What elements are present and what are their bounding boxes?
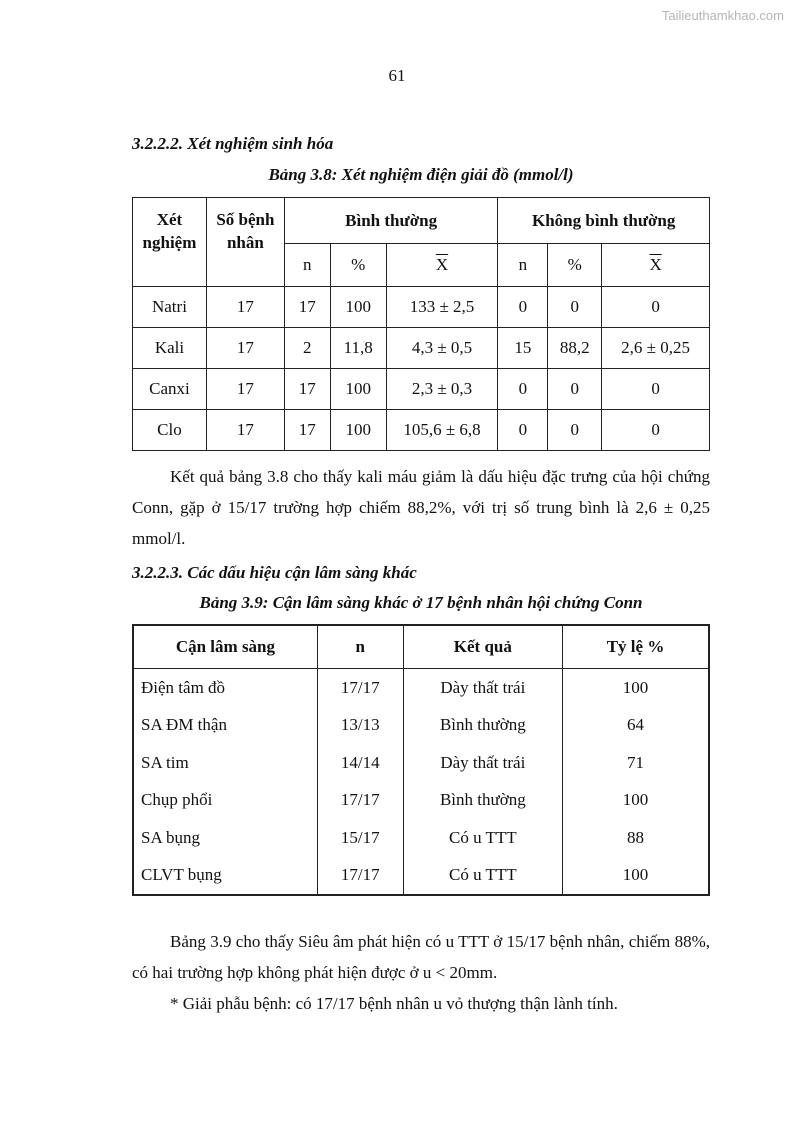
cell: 17/17 bbox=[317, 857, 403, 896]
cell: 100 bbox=[563, 669, 709, 707]
cell: 0 bbox=[498, 410, 548, 451]
section-heading-3-2-2-3: 3.2.2.3. Các dấu hiệu cận lâm sàng khác bbox=[132, 563, 417, 582]
col-header-result: Kết quả bbox=[403, 625, 562, 669]
cell: 0 bbox=[602, 369, 710, 410]
table-row bbox=[133, 819, 709, 857]
cell: 17 bbox=[206, 287, 284, 328]
table-row bbox=[133, 328, 710, 369]
table-row bbox=[133, 410, 710, 451]
cell: 17 bbox=[284, 369, 330, 410]
col-header-patients: Số bệnh nhân bbox=[206, 198, 284, 287]
table-3-9-caption: Bảng 3.9: Cận lâm sàng khác ở 17 bệnh nhân hội chứng Conn bbox=[199, 593, 643, 612]
table-row bbox=[133, 782, 709, 820]
col-header-rate: Tỷ lệ % bbox=[563, 625, 709, 669]
cell: 15 bbox=[498, 328, 548, 369]
cell: 0 bbox=[548, 410, 602, 451]
subheader-mean-abnormal: $\overline{X}$ bbox=[602, 244, 710, 287]
watermark: Tailieuthamkhao.com bbox=[661, 8, 784, 23]
cell: 100 bbox=[330, 369, 386, 410]
cell: Dày thất trái bbox=[403, 669, 562, 707]
cell: Điện tâm đồ bbox=[133, 669, 317, 707]
cell: 0 bbox=[548, 369, 602, 410]
col-header-normal: Bình thường bbox=[284, 198, 498, 244]
cell: 88,2 bbox=[548, 328, 602, 369]
table-row bbox=[133, 744, 709, 782]
table-row bbox=[133, 857, 709, 896]
section-heading-3-2-2-2: 3.2.2.2. Xét nghiệm sinh hóa bbox=[132, 134, 334, 153]
cell: SA bụng bbox=[133, 819, 317, 857]
paragraph-text: Kết quả bảng 3.8 cho thấy kali máu giảm là dấu hiệu đặc trưng của hội chứng Conn, gặp ở 15/17 trường hợp chiếm 88,2%, với trị số trung bình là 2,6 ± 0,25 mmol/l. bbox=[132, 467, 710, 548]
col-header-abnormal: Không bình thường bbox=[498, 198, 710, 244]
cell: Canxi bbox=[133, 369, 207, 410]
cell: 4,3 ± 0,5 bbox=[386, 328, 498, 369]
cell: Natri bbox=[133, 287, 207, 328]
cell: 17 bbox=[284, 410, 330, 451]
table-3-8-caption: Bảng 3.8: Xét nghiệm điện giải đồ (mmol/l) bbox=[268, 165, 574, 184]
cell: 0 bbox=[602, 410, 710, 451]
cell: 105,6 ± 6,8 bbox=[386, 410, 498, 451]
table-row bbox=[133, 669, 709, 707]
subheader-n-normal: n bbox=[284, 244, 330, 287]
cell: CLVT bụng bbox=[133, 857, 317, 896]
cell: Clo bbox=[133, 410, 207, 451]
col-header-test: Cận lâm sàng bbox=[133, 625, 317, 669]
paragraph-table-3-9-summary bbox=[132, 926, 710, 1019]
cell: 2,6 ± 0,25 bbox=[602, 328, 710, 369]
cell: 71 bbox=[563, 744, 709, 782]
cell: SA tim bbox=[133, 744, 317, 782]
cell: Kali bbox=[133, 328, 207, 369]
paragraph-text: Bảng 3.9 cho thấy Siêu âm phát hiện có u TTT ở 15/17 bệnh nhân, chiếm 88%, có hai trường hợp không phát hiện được ở u < 20mm. bbox=[132, 932, 710, 982]
cell: 11,8 bbox=[330, 328, 386, 369]
cell: Chụp phổi bbox=[133, 782, 317, 820]
page-number: 61 bbox=[388, 66, 406, 85]
cell: Bình thường bbox=[403, 782, 562, 820]
subheader-mean-normal: $\overline{X}$ bbox=[386, 244, 498, 287]
cell: 100 bbox=[563, 857, 709, 896]
cell: Có u TTT bbox=[403, 819, 562, 857]
col-header-test: Xét nghiệm bbox=[133, 198, 207, 287]
subheader-pct-normal: % bbox=[330, 244, 386, 287]
cell: 17 bbox=[284, 287, 330, 328]
cell: 100 bbox=[330, 287, 386, 328]
cell: 17/17 bbox=[317, 782, 403, 820]
table-row bbox=[133, 287, 710, 328]
cell: 17 bbox=[206, 369, 284, 410]
cell: 88 bbox=[563, 819, 709, 857]
table-row bbox=[133, 707, 709, 745]
cell: Có u TTT bbox=[403, 857, 562, 896]
cell: 0 bbox=[498, 287, 548, 328]
cell: SA ĐM thận bbox=[133, 707, 317, 745]
cell: 0 bbox=[602, 287, 710, 328]
cell: Dày thất trái bbox=[403, 744, 562, 782]
table-3-9 bbox=[132, 624, 710, 896]
cell: 2 bbox=[284, 328, 330, 369]
paragraph-pathology: * Giải phẫu bệnh: có 17/17 bệnh nhân u vỏ thượng thận lành tính. bbox=[170, 994, 618, 1013]
cell: 100 bbox=[330, 410, 386, 451]
table-3-8 bbox=[132, 197, 710, 451]
cell: 14/14 bbox=[317, 744, 403, 782]
subheader-n-abnormal: n bbox=[498, 244, 548, 287]
cell: 13/13 bbox=[317, 707, 403, 745]
cell: 17 bbox=[206, 328, 284, 369]
cell: 133 ± 2,5 bbox=[386, 287, 498, 328]
cell: 17 bbox=[206, 410, 284, 451]
col-header-n: n bbox=[317, 625, 403, 669]
cell: 0 bbox=[548, 287, 602, 328]
cell: 17/17 bbox=[317, 669, 403, 707]
subheader-pct-abnormal: % bbox=[548, 244, 602, 287]
cell: 15/17 bbox=[317, 819, 403, 857]
cell: 2,3 ± 0,3 bbox=[386, 369, 498, 410]
cell: Bình thường bbox=[403, 707, 562, 745]
paragraph-table-3-8-summary bbox=[132, 461, 710, 554]
table-row bbox=[133, 369, 710, 410]
cell: 64 bbox=[563, 707, 709, 745]
cell: 0 bbox=[498, 369, 548, 410]
cell: 100 bbox=[563, 782, 709, 820]
